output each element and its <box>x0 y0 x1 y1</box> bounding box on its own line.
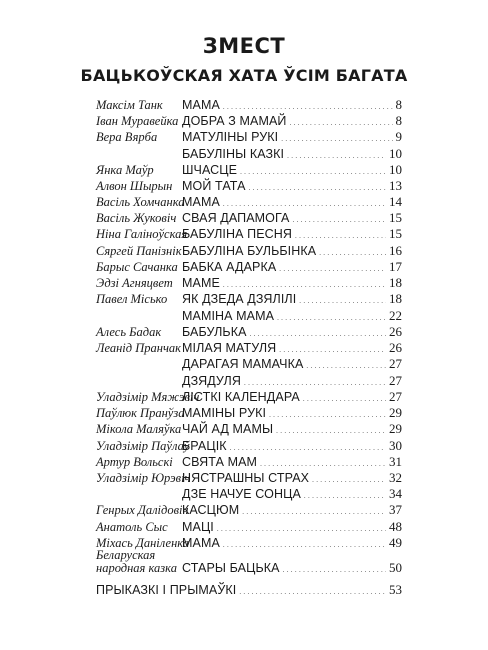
entry-title: ДАРАГАЯ МАМАЧКА <box>182 357 304 371</box>
entry-title: ЧАЙ АД МАМЫ <box>182 422 274 436</box>
entry-page-number: 18 <box>389 275 402 290</box>
entry-title: МАМІНЫ РУКІ <box>182 406 267 420</box>
entry-page-number: 32 <box>389 470 402 485</box>
entry-author: Іван Муравейка <box>96 114 179 128</box>
toc-entry[interactable] <box>96 548 402 577</box>
entry-author: Максім Танк <box>96 98 163 112</box>
entry-author: Васіль Жуковіч <box>96 211 177 225</box>
entry-title: ШЧАСЦЕ <box>182 163 238 177</box>
entry-title: НЯСТРАШНЫ СТРАХ <box>182 471 310 485</box>
entry-title: КАСЦЮМ <box>182 503 240 517</box>
entry-page-number: 29 <box>389 421 402 436</box>
entry-author: Васіль Хомчанка <box>96 195 185 209</box>
entry-page-number: 9 <box>395 129 402 144</box>
entry-author: Вера Вярба <box>96 130 158 144</box>
dot-leader <box>239 581 386 601</box>
entry-title: СТАРЫ БАЦЬКА <box>182 561 280 575</box>
entry-page-number: 34 <box>389 486 402 501</box>
section-title: БАЦЬКОЎСКАЯ ХАТА ЎСІМ БАГАТА <box>80 66 408 85</box>
entry-author: Эдзі Агняцвет <box>96 276 173 290</box>
entry-title: БАБУЛІНА БУЛЬБІНКА <box>182 244 317 258</box>
entry-page-number: 31 <box>389 454 402 469</box>
entry-author: Беларуская народная казка <box>96 548 177 575</box>
entry-title: ЛІСТКІ КАЛЕНДАРА <box>182 390 300 404</box>
entry-author: Сяргей Панізнік <box>96 244 182 258</box>
entry-author: Алвон Шырын <box>96 179 173 193</box>
entry-author: Паўлюк Пранўза <box>96 406 185 420</box>
entry-author: Артур Вольскі <box>96 455 173 469</box>
toc-entry[interactable] <box>96 225 402 243</box>
entry-page-number: 15 <box>389 226 402 241</box>
entry-line <box>182 534 402 554</box>
toc-entry[interactable] <box>96 501 402 519</box>
toc-entry[interactable] <box>96 128 402 146</box>
entry-page-number: 49 <box>389 535 402 550</box>
entry-page-number: 15 <box>389 210 402 225</box>
entry-title: МІЛАЯ МАТУЛЯ <box>182 341 277 355</box>
entry-title: МОЙ ТАТА <box>182 179 246 193</box>
entry-author: Ніна Галіноўская <box>96 227 188 241</box>
entry-title: МАМЕ <box>182 276 220 290</box>
entry-page-number: 37 <box>389 502 402 517</box>
entry-author: Мікола Маляўка <box>96 422 182 436</box>
entry-title: МАМА <box>182 536 220 550</box>
entry-page-number: 14 <box>389 194 402 209</box>
entry-title: ДЗЕ НАЧУЕ СОНЦА <box>182 487 301 501</box>
toc-entry[interactable] <box>96 420 402 438</box>
entry-page-number: 48 <box>389 519 402 534</box>
entry-page-number: 27 <box>389 389 402 404</box>
entry-title: ДЗЯДУЛЯ <box>182 374 241 388</box>
entry-page-number: 8 <box>395 97 402 112</box>
entry-title: МАМІНА МАМА <box>182 309 275 323</box>
entry-title: МАЦІ <box>182 520 214 534</box>
entry-author: Міхась Даніленка <box>96 536 190 550</box>
entry-author: Уладзімір Юрэвіч <box>96 471 191 485</box>
toc-entry[interactable] <box>96 290 402 308</box>
dot-leader <box>223 534 386 554</box>
entry-title: СВЯТА МАМ <box>182 455 258 469</box>
entry-page-number: 18 <box>389 291 402 306</box>
page-title: ЗМЕСТ <box>202 34 286 58</box>
entry-page-number: 10 <box>389 146 402 161</box>
entry-title: СВАЯ ДАПАМОГА <box>182 211 290 225</box>
entry-page-number: 22 <box>389 308 402 323</box>
sayings-title: ПРЫКАЗКІ І ПРЫМАЎКІ <box>96 583 237 597</box>
entry-page-number: 17 <box>389 259 402 274</box>
entry-page-number: 50 <box>389 560 402 575</box>
entry-author: Алесь Бадак <box>96 325 162 339</box>
entry-title: БАБУЛІНЫ КАЗКІ <box>182 147 285 161</box>
entry-page-number: 8 <box>395 113 402 128</box>
entry-page-number: 26 <box>389 340 402 355</box>
entry-author: Леанід Пранчак <box>96 341 182 355</box>
entry-author: Уладзімір Мяжэвіч <box>96 390 200 404</box>
entry-line <box>182 559 402 579</box>
entry-author: Уладзімір Паўлаў <box>96 439 190 453</box>
entry-title: МАМА <box>182 98 220 112</box>
entry-author: Анатоль Сыс <box>96 520 168 534</box>
entry-author: Генрых Далідовіч <box>96 503 189 517</box>
entry-author: Янка Маўр <box>96 163 154 177</box>
entry-page-number: 26 <box>389 324 402 339</box>
entry-page-number: 29 <box>389 405 402 420</box>
entry-title: БАБКА АДАРКА <box>182 260 277 274</box>
dot-leader <box>283 559 386 579</box>
entry-author: Барыс Сачанка <box>96 260 178 274</box>
entry-page-number: 13 <box>389 178 402 193</box>
entry-title: БАБУЛІНА ПЕСНЯ <box>182 227 293 241</box>
entry-title: МАТУЛІНЫ РУКІ <box>182 130 279 144</box>
entry-page-number: 16 <box>389 243 402 258</box>
entry-title: ЯК ДЗЕДА ДЗЯЛІЛІ <box>182 292 297 306</box>
sayings-page-number: 53 <box>389 582 402 597</box>
entry-page-number: 30 <box>389 438 402 453</box>
sayings-entry[interactable] <box>96 581 402 599</box>
toc-entry[interactable] <box>96 355 402 373</box>
entry-page-number: 27 <box>389 356 402 371</box>
entry-title: МАМА <box>182 195 220 209</box>
entry-title: БАБУЛЬКА <box>182 325 247 339</box>
entry-title: БРАЦІК <box>182 439 227 453</box>
entry-title: ДОБРА З МАМАЙ <box>182 114 287 128</box>
entry-page-number: 10 <box>389 162 402 177</box>
entry-author: Павел Місько <box>96 292 168 306</box>
entry-page-number: 27 <box>389 373 402 388</box>
